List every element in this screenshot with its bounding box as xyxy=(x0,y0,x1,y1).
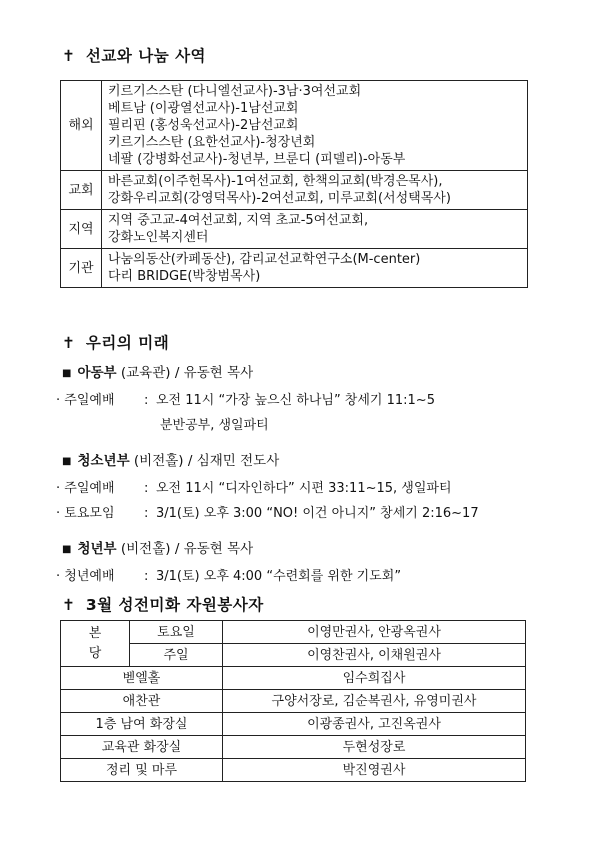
colon: : xyxy=(144,481,149,496)
mission-table xyxy=(60,80,528,288)
volunteer-names: 박진영권사 xyxy=(223,759,526,782)
mission-category: 지역 xyxy=(61,210,102,249)
mission-items xyxy=(102,249,528,288)
dept-name: 아동부 xyxy=(77,365,117,381)
worship-label: · 주일예배 xyxy=(56,481,115,496)
cross-icon: ✝ xyxy=(62,47,76,65)
volunteer-row xyxy=(61,713,526,736)
square-bullet-icon: ■ xyxy=(62,456,72,467)
volunteer-names: 이영찬권사, 이채원권사 xyxy=(223,644,526,667)
dept-role: (비전홀) / 유동현 목사 xyxy=(116,541,254,557)
volunteers-table xyxy=(60,620,526,782)
worship-label: · 주일예배 xyxy=(56,393,115,408)
mission-item: 필리핀 (홍성욱선교사)-2남선교회 xyxy=(108,118,299,133)
young-adults-dept-header xyxy=(62,537,253,557)
main-hall-char: 본 xyxy=(88,625,102,641)
mission-item: 다리 BRIDGE(박창범목사) xyxy=(108,269,261,284)
volunteer-place: 1층 남여 화장실 xyxy=(61,713,223,736)
children-worship-line xyxy=(56,389,435,408)
volunteer-row xyxy=(61,759,526,782)
volunteer-names: 두현성장로 xyxy=(223,736,526,759)
volunteer-names: 구양서장로, 김순복권사, 유영미권사 xyxy=(223,690,526,713)
future-title-text: 우리의 미래 xyxy=(85,334,170,352)
worship-text: 오전 11시 “디자인하다” 시편 33:11~15, 생일파티 xyxy=(156,481,452,496)
volunteer-names: 이광종권사, 고진옥권사 xyxy=(223,713,526,736)
children-worship-cont: 분반공부, 생일파티 xyxy=(160,418,269,433)
mission-item: 바른교회(이주헌목사)-1여선교회, 한책의교회(박경은목사), xyxy=(108,174,443,189)
mission-category: 교회 xyxy=(61,171,102,210)
mission-item: 베트남 (이광열선교사)-1남선교회 xyxy=(108,101,299,116)
volunteer-row xyxy=(61,621,526,644)
mission-item: 강화우리교회(강영덕목사)-2여선교회, 미루교회(서성택목사) xyxy=(108,191,451,206)
mission-items xyxy=(102,210,528,249)
mission-row-church xyxy=(61,171,528,210)
main-hall-cell xyxy=(61,621,130,667)
mission-row-overseas xyxy=(61,81,528,171)
mission-title-text: 선교와 나눔 사역 xyxy=(85,47,207,65)
dept-role: (비전홀) / 심재민 전도사 xyxy=(129,453,280,469)
mission-row-region xyxy=(61,210,528,249)
volunteer-place: 정리 및 마루 xyxy=(61,759,223,782)
volunteer-row xyxy=(61,644,526,667)
future-section-title xyxy=(62,331,169,353)
mission-items xyxy=(102,171,528,210)
youth-dept-header xyxy=(62,449,279,469)
volunteer-place: 토요일 xyxy=(130,621,223,644)
volunteer-place: 주일 xyxy=(130,644,223,667)
cross-icon: ✝ xyxy=(62,596,76,614)
dept-name: 청년부 xyxy=(77,541,117,557)
youth-saturday-line xyxy=(56,502,479,521)
mission-item: 키르기스스탄 (요한선교사)-청장년회 xyxy=(108,135,316,150)
dept-role: (교육관) / 유동현 목사 xyxy=(116,365,254,381)
volunteer-place: 애찬관 xyxy=(61,690,223,713)
mission-item: 지역 중고교-4여선교회, 지역 초교-5여선교회, xyxy=(108,213,369,228)
saturday-text: 3/1(토) 오후 3:00 “NO! 이건 아니지” 창세기 2:16~17 xyxy=(156,506,479,521)
volunteer-row xyxy=(61,736,526,759)
volunteers-section-title xyxy=(62,593,264,615)
colon: : xyxy=(144,393,149,408)
mission-category: 해외 xyxy=(61,81,102,171)
mission-item: 네팔 (강병화선교사)-청년부, 브룬디 (피델리)-아동부 xyxy=(108,152,406,167)
volunteer-names: 이영만권사, 안광옥권사 xyxy=(223,621,526,644)
volunteer-place: 교육관 화장실 xyxy=(61,736,223,759)
mission-section-title xyxy=(62,44,206,66)
mission-item: 나눔의동산(카페동산), 감리교선교학연구소(M-center) xyxy=(108,252,421,267)
worship-text: 3/1(토) 오후 4:00 “수련회를 위한 기도회” xyxy=(156,569,402,584)
young-adults-worship-line xyxy=(56,565,401,584)
volunteer-names: 임수희집사 xyxy=(223,667,526,690)
saturday-label: · 토요모임 xyxy=(56,506,115,521)
mission-items xyxy=(102,81,528,171)
cross-icon: ✝ xyxy=(62,334,76,352)
square-bullet-icon: ■ xyxy=(62,368,72,379)
mission-category: 기관 xyxy=(61,249,102,288)
main-hall-char: 당 xyxy=(88,645,102,661)
square-bullet-icon: ■ xyxy=(62,544,72,555)
mission-row-institution xyxy=(61,249,528,288)
volunteer-row xyxy=(61,690,526,713)
worship-label: · 청년예배 xyxy=(56,569,115,584)
volunteer-place: 벧엘홀 xyxy=(61,667,223,690)
colon: : xyxy=(144,569,149,584)
colon: : xyxy=(144,506,149,521)
worship-text: 오전 11시 “가장 높으신 하나님” 창세기 11:1~5 xyxy=(156,393,435,408)
mission-item: 강화노인복지센터 xyxy=(108,230,209,245)
volunteers-title-text: 3월 성전미화 자원봉사자 xyxy=(85,596,264,614)
volunteer-row xyxy=(61,667,526,690)
mission-item: 키르기스스탄 (다니엘선교사)-3남·3여선교회 xyxy=(108,84,362,99)
dept-name: 청소년부 xyxy=(77,453,130,469)
youth-worship-line xyxy=(56,477,452,496)
children-dept-header xyxy=(62,361,253,381)
